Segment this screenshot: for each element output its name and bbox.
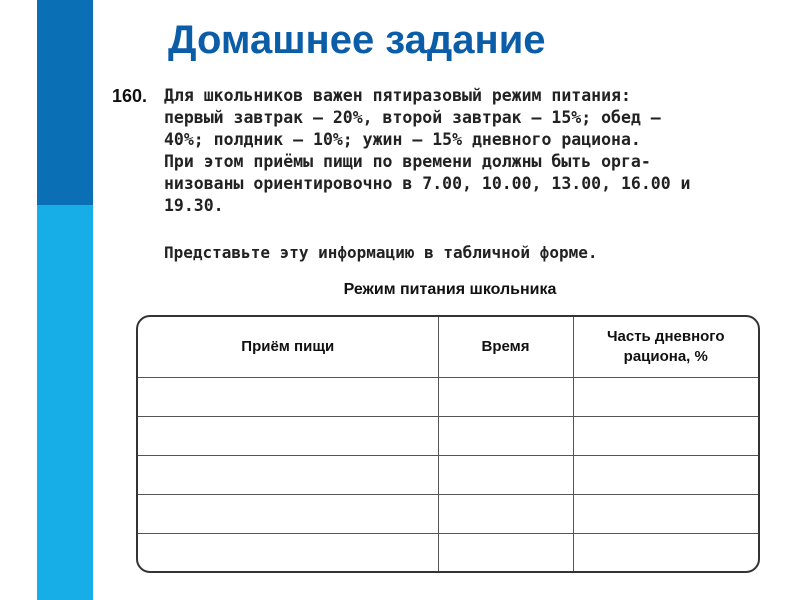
meal-schedule-table xyxy=(136,315,760,573)
table-cell[interactable] xyxy=(138,378,438,417)
table-cell[interactable] xyxy=(573,417,758,456)
problem-number: 160. xyxy=(112,86,148,106)
header-ration-share-label: Часть дневного рациона, % xyxy=(606,328,725,365)
table-cell[interactable] xyxy=(138,534,438,573)
table-cell[interactable] xyxy=(138,417,438,456)
header-time: Время xyxy=(438,317,573,378)
problem-line: низованы ориентировочно в 7.00, 10.00, 13.00, 16.00 и xyxy=(164,174,691,193)
table-cell[interactable] xyxy=(573,378,758,417)
table-caption: Режим питания школьника xyxy=(343,281,557,298)
problem-line: 40%; полдник — 10%; ужин — 15% дневного рациона. xyxy=(164,130,641,149)
task-instruction: Представьте эту информацию в табличной форме. xyxy=(164,243,598,262)
table-row xyxy=(138,417,758,456)
table-cell[interactable] xyxy=(438,456,573,495)
problem-line: При этом приёмы пищи по времени должны быть орга- xyxy=(164,152,651,171)
table-row xyxy=(138,378,758,417)
header-meal: Приём пищи xyxy=(138,317,438,378)
accent-band-light xyxy=(37,205,93,600)
problem-text xyxy=(112,85,762,217)
table-header-row xyxy=(138,317,758,378)
table-cell[interactable] xyxy=(573,534,758,573)
table-cell[interactable] xyxy=(138,495,438,534)
slide-title: Домашнее задание xyxy=(168,18,546,62)
table-row xyxy=(138,495,758,534)
table-row xyxy=(138,456,758,495)
problem-line: 19.30. xyxy=(164,196,224,215)
table-cell[interactable] xyxy=(438,495,573,534)
table-row xyxy=(138,534,758,573)
header-ration-share xyxy=(573,317,758,378)
table-cell[interactable] xyxy=(438,378,573,417)
table-cell[interactable] xyxy=(438,417,573,456)
accent-band-dark xyxy=(37,0,93,205)
table-cell[interactable] xyxy=(438,534,573,573)
problem-line: Для школьников важен пятиразовый режим питания: xyxy=(164,86,631,105)
table-cell[interactable] xyxy=(573,495,758,534)
table-cell[interactable] xyxy=(573,456,758,495)
problem-line: первый завтрак — 20%, второй завтрак — 15%; обед — xyxy=(164,108,661,127)
table-cell[interactable] xyxy=(138,456,438,495)
